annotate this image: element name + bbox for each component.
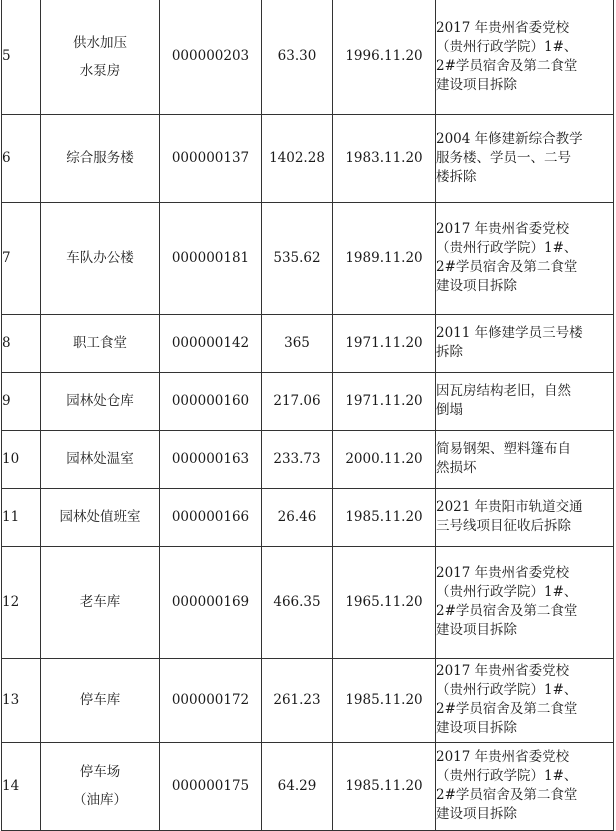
- disposal-note-line: 三号线项目征收后拆除: [436, 518, 571, 534]
- disposal-note-line: （贵州行政学院）1#、: [436, 584, 578, 600]
- table-row: [2, 742, 614, 830]
- disposal-note-line: （贵州行政学院）1#、: [436, 38, 578, 55]
- building-name-line: 综合服务楼: [66, 150, 134, 166]
- disposal-note-line: （贵州行政学院）1#、: [436, 240, 578, 256]
- disposal-note: [436, 114, 614, 202]
- asset-code: 000000137: [160, 114, 262, 202]
- acquisition-date: 1996.11.20: [333, 0, 436, 114]
- building-name: [41, 114, 160, 202]
- table-row: [2, 430, 614, 488]
- acquisition-date: 1985.11.20: [333, 488, 436, 546]
- acquisition-date: 1983.11.20: [333, 114, 436, 202]
- disposal-note-line: 2017 年贵州省委党校: [436, 749, 570, 765]
- asset-code: 000000163: [160, 430, 262, 488]
- acquisition-date: 1971.11.20: [333, 372, 436, 430]
- asset-code: 000000166: [160, 488, 262, 546]
- disposal-note-line: 服务楼、学员一、二号: [436, 149, 571, 166]
- disposal-note-line: （贵州行政学院）1#、: [436, 768, 578, 784]
- building-name-line: 园林处温室: [66, 451, 134, 467]
- disposal-note: [436, 0, 614, 114]
- table-row: [2, 546, 614, 658]
- disposal-note-line: 2#学员宿舍及第二食堂: [436, 603, 578, 619]
- asset-code: 000000203: [160, 0, 262, 114]
- disposal-note-line: 2017 年贵州省委党校: [436, 565, 570, 581]
- acquisition-date: 1965.11.20: [333, 546, 436, 658]
- building-name-line: 停车库: [79, 692, 121, 708]
- building-name-line: 园林处仓库: [66, 393, 134, 409]
- asset-code: 000000175: [160, 742, 262, 830]
- floor-area: 26.46: [262, 488, 333, 546]
- table-row: [2, 202, 614, 314]
- row-index: 11: [2, 488, 41, 546]
- asset-code: 000000172: [160, 658, 262, 742]
- building-name-line: 职工食堂: [73, 335, 127, 351]
- acquisition-date: 1985.11.20: [333, 742, 436, 830]
- disposal-note-line: 2017 年贵州省委党校: [436, 221, 570, 237]
- table-row: [2, 372, 614, 430]
- disposal-note-line: 简易钢架、塑料篷布自: [436, 441, 571, 457]
- disposal-note-line: 建设项目拆除: [436, 806, 517, 822]
- building-name: [41, 658, 160, 742]
- building-name: [41, 314, 160, 372]
- disposal-note-line: 建设项目拆除: [436, 720, 517, 736]
- disposal-note: [436, 430, 614, 488]
- table-row: [2, 0, 614, 114]
- building-name: [41, 372, 160, 430]
- disposal-note-line: （贵州行政学院）1#、: [436, 682, 578, 698]
- asset-code: 000000160: [160, 372, 262, 430]
- building-name-line: 停车场: [79, 764, 121, 780]
- disposal-note-line: 2004 年修建新综合教学: [436, 130, 583, 147]
- building-name-line: 供水加压: [73, 34, 127, 51]
- disposal-note-line: 2017 年贵州省委党校: [436, 19, 570, 36]
- disposal-note-line: 建设项目拆除: [436, 278, 517, 294]
- floor-area: 535.62: [262, 202, 333, 314]
- floor-area: 365: [262, 314, 333, 372]
- row-index: 7: [2, 202, 41, 314]
- table-body: [2, 0, 614, 830]
- table-row: [2, 488, 614, 546]
- building-name: [41, 488, 160, 546]
- floor-area: 466.35: [262, 546, 333, 658]
- row-index: 12: [2, 546, 41, 658]
- acquisition-date: 1989.11.20: [333, 202, 436, 314]
- disposal-note-line: 2011 年修建学员三号楼: [436, 325, 583, 341]
- disposal-note: [436, 372, 614, 430]
- building-name-line: 老车库: [79, 594, 121, 610]
- disposal-note-line: 2017 年贵州省委党校: [436, 663, 570, 679]
- row-index: 9: [2, 372, 41, 430]
- disposal-note-line: 然损坏: [436, 460, 477, 476]
- floor-area: 217.06: [262, 372, 333, 430]
- row-index: 8: [2, 314, 41, 372]
- disposal-note-line: 2021 年贵阳市轨道交通: [436, 499, 583, 515]
- row-index: 6: [2, 114, 41, 202]
- building-name: [41, 430, 160, 488]
- acquisition-date: 1971.11.20: [333, 314, 436, 372]
- disposal-note-line: 2#学员宿舍及第二食堂: [436, 259, 578, 275]
- disposal-note: [436, 742, 614, 830]
- row-index: 14: [2, 742, 41, 830]
- table-row: [2, 314, 614, 372]
- floor-area: 261.23: [262, 658, 333, 742]
- asset-code: 000000169: [160, 546, 262, 658]
- disposal-note: [436, 658, 614, 742]
- row-index: 13: [2, 658, 41, 742]
- disposal-note-line: 建设项目拆除: [436, 76, 517, 93]
- building-name-line: （油库）: [73, 792, 127, 808]
- row-index: 5: [2, 0, 41, 114]
- asset-code: 000000142: [160, 314, 262, 372]
- row-index: 10: [2, 430, 41, 488]
- disposal-note-line: 拆除: [436, 344, 463, 360]
- building-name-line: 车队办公楼: [66, 250, 134, 266]
- disposal-note: [436, 202, 614, 314]
- floor-area: 1402.28: [262, 114, 333, 202]
- floor-area: 233.73: [262, 430, 333, 488]
- acquisition-date: 1985.11.20: [333, 658, 436, 742]
- disposal-note-line: 建设项目拆除: [436, 622, 517, 638]
- disposal-note-line: 2#学员宿舍及第二食堂: [436, 57, 578, 74]
- table-row: [2, 114, 614, 202]
- disposal-note-line: 楼拆除: [436, 168, 477, 185]
- building-name-line: 水泵房: [79, 62, 121, 79]
- building-name-line: 园林处值班室: [59, 509, 141, 525]
- floor-area: 64.29: [262, 742, 333, 830]
- floor-area: 63.30: [262, 0, 333, 114]
- acquisition-date: 2000.11.20: [333, 430, 436, 488]
- disposal-note: [436, 488, 614, 546]
- building-name: [41, 546, 160, 658]
- disposal-note: [436, 546, 614, 658]
- disposal-note: [436, 314, 614, 372]
- asset-code: 000000181: [160, 202, 262, 314]
- disposal-note-line: 因瓦房结构老旧，自然: [436, 383, 571, 399]
- table-row: [2, 658, 614, 742]
- asset-disposal-table: [1, 0, 614, 831]
- disposal-note-line: 2#学员宿舍及第二食堂: [436, 787, 578, 803]
- building-name: [41, 202, 160, 314]
- building-name: [41, 0, 160, 114]
- disposal-note-line: 2#学员宿舍及第二食堂: [436, 701, 578, 717]
- building-name: [41, 742, 160, 830]
- disposal-note-line: 倒塌: [436, 402, 463, 418]
